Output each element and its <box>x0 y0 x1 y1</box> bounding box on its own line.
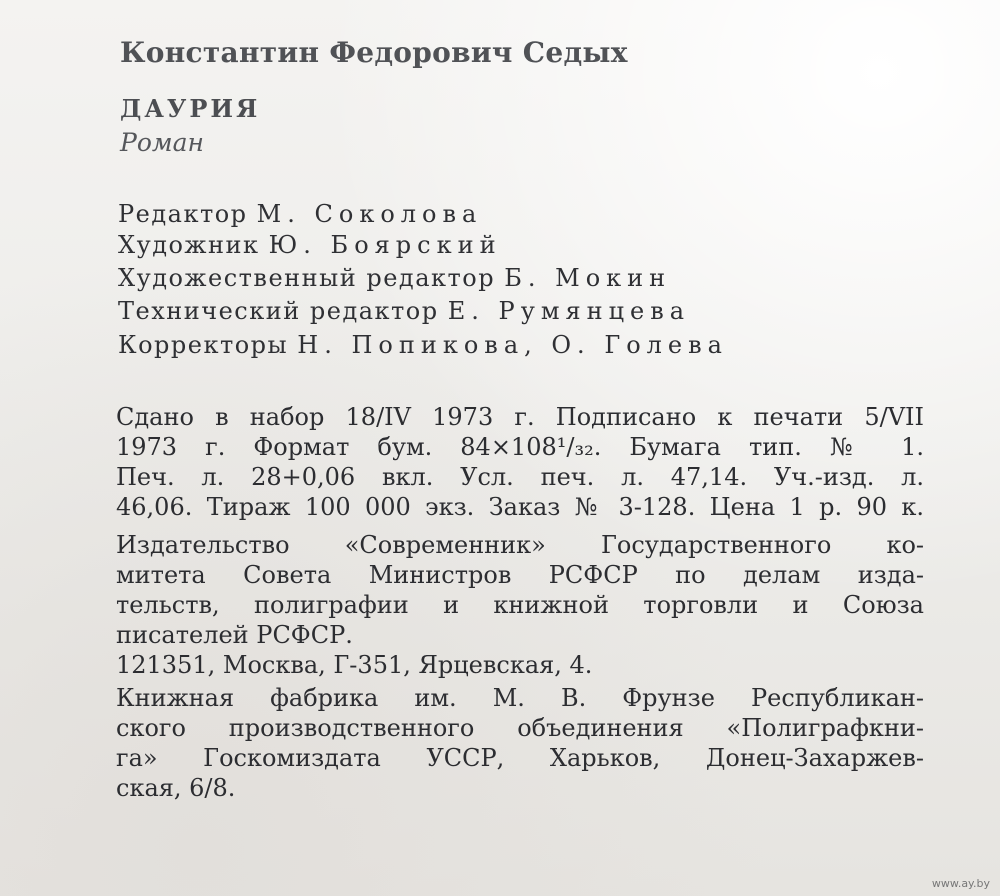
printer-line: ского производственного объединения «Полиграфкни- <box>116 714 924 742</box>
printer-line: га» Госкомиздата УССР, Харьков, Донец-Захаржев- <box>116 744 924 772</box>
watermark: www.ay.by <box>931 877 990 890</box>
credit-artist <box>118 231 502 259</box>
credit-name: Ю. Боярский <box>268 231 502 259</box>
printer-paragraph <box>116 683 924 803</box>
credit-name: Н. Попикова, О. Голева <box>297 331 728 359</box>
credit-art-editor <box>118 264 671 292</box>
credit-technical-editor <box>118 297 690 325</box>
print-info-paragraph <box>116 402 924 522</box>
publisher-line: писателей РСФСР. <box>116 621 353 649</box>
publisher-line: Издательство «Современник» Государственного ко- <box>116 531 924 559</box>
publisher-line: митета Совета Министров РСФСР по делам изда- <box>116 561 924 589</box>
credit-name: Б. Мокин <box>504 264 672 292</box>
printer-line: ская, 6/8. <box>116 774 236 802</box>
credit-name: М. Соколова <box>256 200 483 228</box>
credit-role: Художественный редактор <box>118 264 496 292</box>
publisher-line: тельств, полиграфии и книжной торговли и Союза <box>116 591 924 619</box>
credit-editor <box>118 200 482 228</box>
book-genre: Роман <box>120 128 204 157</box>
print-info-line: 1973 г. Формат бум. 84×108¹/₃₂. Бумага тип. № 1. <box>116 433 924 461</box>
credit-role: Корректоры <box>118 331 289 359</box>
print-info-line: Сдано в набор 18/IV 1973 г. Подписано к печати 5/VII <box>116 403 924 431</box>
credit-name: Е. Румянцева <box>447 297 691 325</box>
print-info-line: 46,06. Тираж 100 000 экз. Заказ № 3-128. Цена 1 р. 90 к. <box>116 493 924 521</box>
credit-proofreaders <box>118 331 728 359</box>
book-title: ДАУРИЯ <box>120 94 261 123</box>
author-name: Константин Федорович Седых <box>120 36 628 69</box>
publisher-paragraph <box>116 530 924 680</box>
credit-role: Редактор <box>118 200 248 228</box>
printer-line: Книжная фабрика им. М. В. Фрунзе Республикан- <box>116 684 924 712</box>
print-info-line: Печ. л. 28+0,06 вкл. Усл. печ. л. 47,14. Уч.-изд. л. <box>116 463 924 491</box>
publisher-address: 121351, Москва, Г-351, Ярцевская, 4. <box>116 651 593 679</box>
credit-role: Художник <box>118 231 260 259</box>
credit-role: Технический редактор <box>118 297 439 325</box>
